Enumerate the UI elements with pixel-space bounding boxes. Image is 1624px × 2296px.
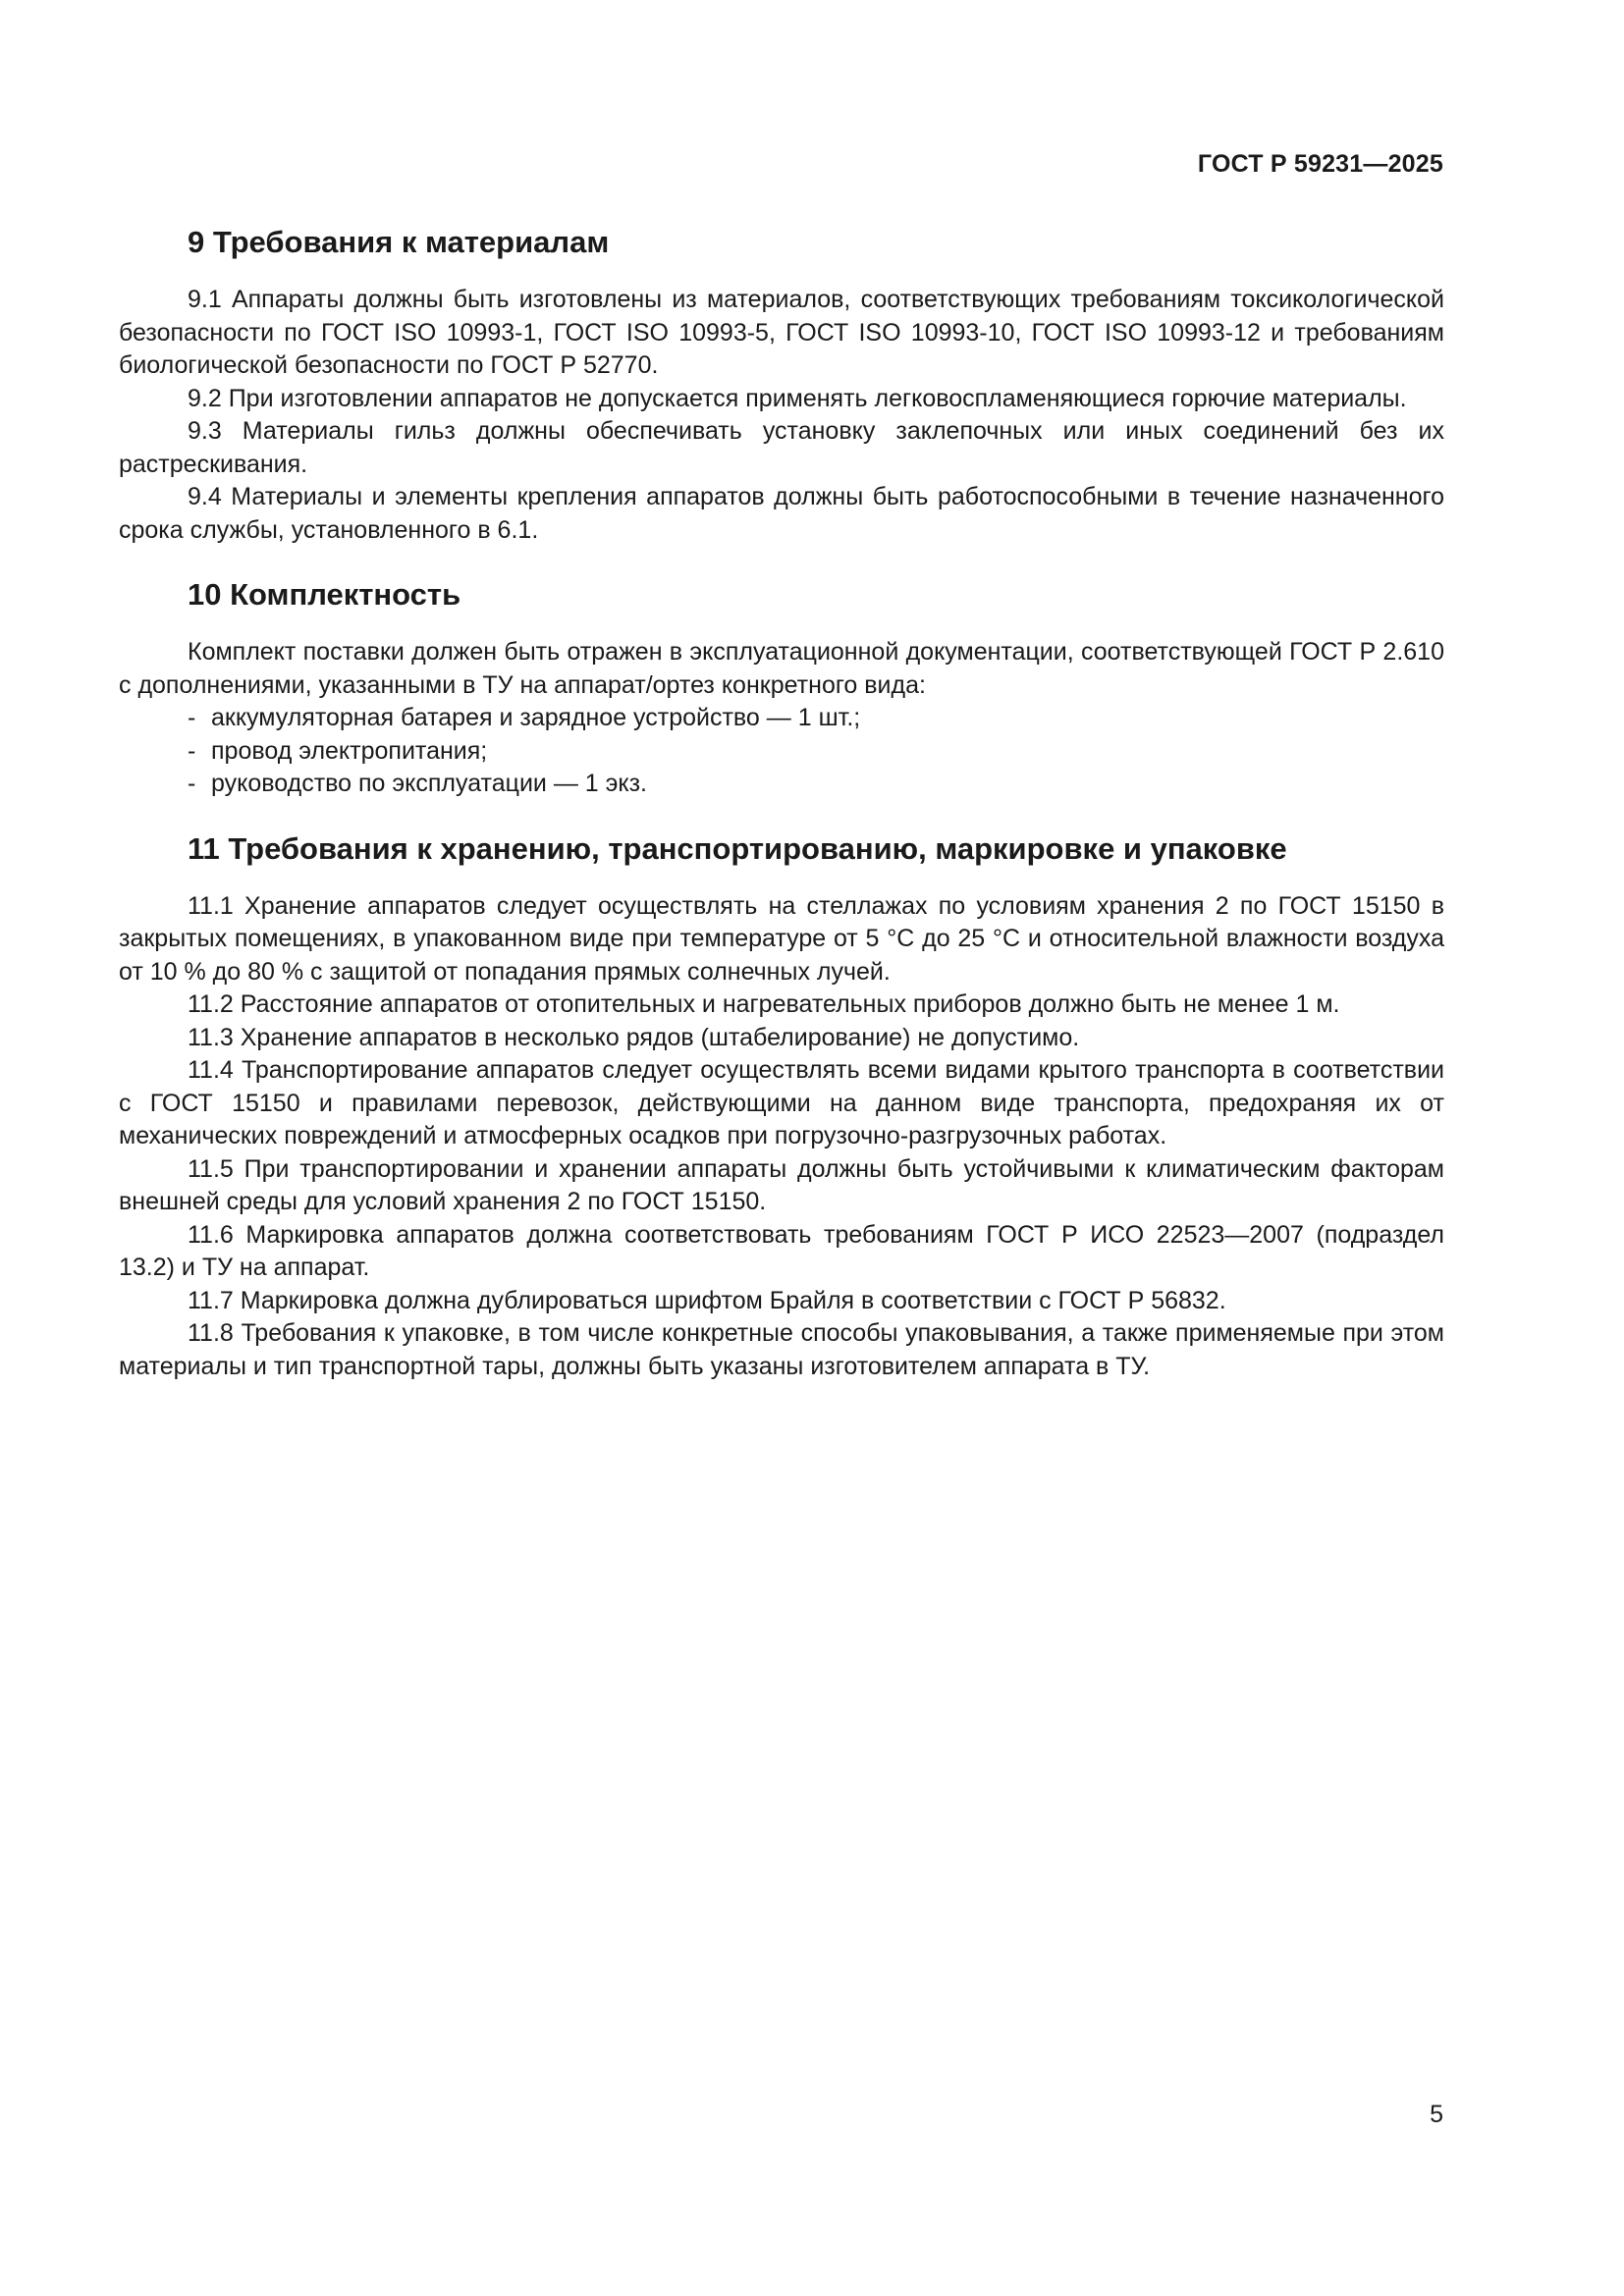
paragraph: 11.6 Маркировка аппаратов должна соответствовать требованиям ГОСТ Р ИСО 22523—2007 (подраздел 13.2) и ТУ на аппарат. (119, 1220, 1444, 1281)
section-11-storage-transport (119, 828, 1444, 1384)
paragraph: 9.4 Материалы и элементы крепления аппаратов должны быть работоспособными в течение назначенного срока службы, установленного в 6.1. (119, 483, 1444, 544)
list-item (119, 768, 1444, 801)
section-9-materials (119, 221, 1444, 547)
section-heading: 10 Комплектность (188, 577, 461, 612)
list-item (119, 702, 1444, 735)
list-dash: - (188, 770, 196, 797)
paragraph: 9.3 Материалы гильз должны обеспечивать установку заклепочных или иных соединений без их растрескивания. (119, 417, 1444, 478)
list-item-text: аккумуляторная батарея и зарядное устройство — 1 шт.; (211, 704, 861, 731)
paragraph: 11.2 Расстояние аппаратов от отопительных и нагревательных приборов должно быть не менее 1 м. (188, 990, 1340, 1018)
document-body (119, 221, 1444, 1383)
paragraph: 11.3 Хранение аппаратов в несколько рядов (штабелирование) не допустимо. (188, 1023, 1080, 1051)
paragraph: 9.1 Аппараты должны быть изготовлены из материалов, соответствующих требованиям токсикологической безопасности по ГОСТ ISO 10993-1, ГОСТ ISO 10993-5, ГОСТ ISO 10993-10, ГОСТ ISO 10993-12 и требованиям биологической безопасности по ГОСТ Р 52770. (119, 286, 1444, 379)
paragraph: 11.5 При транспортировании и хранении аппараты должны быть устойчивыми к климатическим факторам внешней среды для условий хранения 2 по ГОСТ 15150. (119, 1154, 1444, 1215)
section-10-completeness (119, 573, 1444, 801)
list-dash: - (188, 704, 196, 731)
section-heading: 9 Требования к материалам (188, 225, 610, 259)
list-item (119, 735, 1444, 769)
paragraph: 9.2 При изготовлении аппаратов не допускается применять легковоспламеняющиеся горючие материалы. (188, 384, 1407, 412)
document-id-header: ГОСТ Р 59231—2025 (1197, 150, 1443, 178)
delivery-set-list (119, 702, 1444, 801)
list-item-text: руководство по эксплуатации — 1 экз. (211, 770, 647, 797)
list-item-text: провод электропитания; (211, 736, 488, 765)
page-number: 5 (1430, 2101, 1443, 2128)
section-heading: 11 Требования к хранению, транспортированию, маркировке и упаковке (188, 830, 1287, 866)
list-dash: - (188, 736, 196, 765)
paragraph: 11.7 Маркировка должна дублироваться шрифтом Брайля в соответствии с ГОСТ Р 56832. (188, 1286, 1226, 1314)
paragraph: 11.8 Требования к упаковке, в том числе конкретные способы упаковывания, а также применяемые при этом материалы и тип транспортной тары, должны быть указаны изготовителем аппарата в ТУ. (119, 1319, 1444, 1380)
paragraph: 11.4 Транспортирование аппаратов следует осуществлять всеми видами крытого транспорта в соответствии с ГОСТ 15150 и правилами перевозок, действующими на данном виде транспорта, предохраняя их от механических повреждений и атмосферных осадков при погрузочно-разгрузочных работах. (119, 1056, 1444, 1149)
paragraph: Комплект поставки должен быть отражен в эксплуатационной документации, соответствующей ГОСТ Р 2.610 с дополнениями, указанными в ТУ на аппарат/ортез конкретного вида: (119, 638, 1444, 699)
paragraph: 11.1 Хранение аппаратов следует осуществлять на стеллажах по условиям хранения 2 по ГОСТ 15150 в закрытых помещениях, в упакованном виде при температуре от 5 °С до 25 °С и относительной влажности воздуха от 10 % до 80 % с защитой от попадания прямых солнечных лучей. (119, 891, 1444, 986)
